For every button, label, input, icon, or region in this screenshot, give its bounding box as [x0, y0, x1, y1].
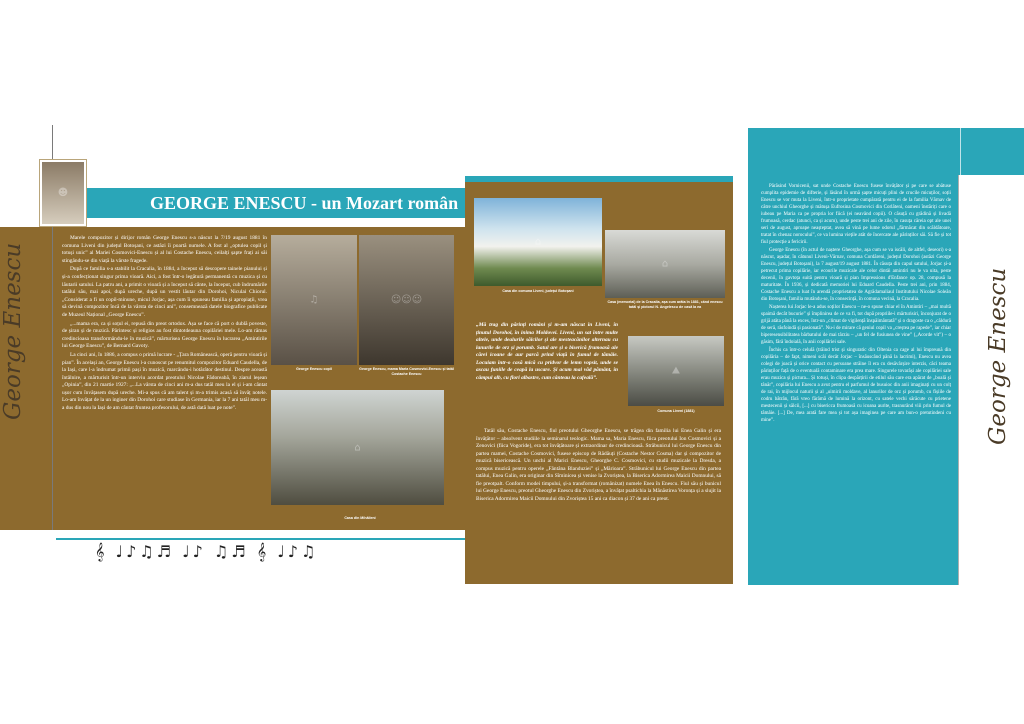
page-title: GEORGE ENESCU - un Mozart român — [150, 193, 459, 213]
caption-photo2: Casa (memorial) de la Cracalia, așa cum arăta în 1881, când enescu tatăl și pictorul N. Angelescu de casă la ea — [607, 300, 723, 309]
photo-enescu-child-violin: ♫ — [271, 235, 357, 365]
paragraph: Închis ca într-o celulă (trăind trist și singuratic din Oltenia ca cage al lui împreună din copilăria – de fapt, nimeni scâi decât Jorjac – însăuscând până la lacrimi), Enescu nu avea colegi de joacă și orice contact cu persoane străine îl era cu desăvârșire interzis, căci teama părinților față de o eventuală contaminare era prea mare. Singurele tovarăși ale copilăriei sale erau muzica și pictura... Și totuși, în clipa despărțirii de etilul său care era apărat de „boală și tânăr”, copilăria lui Enescu a avut pentru el parfumul de busuioc din anii imaginați cu un colț de rai, în mijlocul naturii și al „uimirii moldave, al lanurilor de orz și porumb, cu fișiile de codru bătrân, fără vreo fărâmă de lumină la orizont, cu satele vechi sărăcute cu prietene mestecenii și sălcii, [...] cu bisericca frumoasă cu icoana aurite, trasnurând viii prin fumul de tămâie. [...] De, mea arată fare mea și tot așa imaginea pe care am bun-o pretutindeni cu mine”. — [761, 348, 951, 423]
photo-house-liveni: ⌂ — [474, 198, 602, 286]
music-score-band — [56, 538, 466, 540]
panel2-body-text — [476, 428, 721, 578]
paragraph: „...mama era, ca și soțul ei, repusă din preot ortodox. Așa se face că port o dublă poveste, de șiran și de muzică. Părintesc și religios au fost dintotdeauna copilăriei mele. Lo-am rămas credincioasa transformându-le în muzică”, mărturisea George Enescu în lucrarea „Amintirile lui George Enescu”, de Bernard Gavoty. — [62, 320, 267, 350]
panel3-divider-line — [960, 128, 961, 175]
enescu-child-portrait: ☻ — [40, 160, 86, 226]
caption-photo3: Casa din Mihăileni — [344, 516, 376, 520]
caption-photo1: Casa din comuna Liveni, județul Botoșani — [502, 289, 574, 293]
paragraph: Părăsind Vornicenii, sat unde Costache Enescu fusese învățător și pe care se abătuse cumplita epidemie de difterie, și lăsând în urmă șapte micuți plini de crucile micuților, soții Enescu se vor muta la Liveni, într-o proprietate cumpărată pentru ei de la familia Vărnav de către unchiul Gheorghe și mătușa Eufrosina Cosmovici din Corlăteni, oameni înstăriți care o iubeau pe Maria ca pe propria lor fiică (ei neavând copii). O căsuță cu grădină și livadă frumoasă, cerdac (atunci, ca și acum), unde peste trei ani de zile, în casuța căreia opt ale unei seri de august, aproape neașteptat, avea să vină pe lume odorul „fărmăcat din scăldătoare, tratat în chenaz norocului”, ce va lumina viețile atât de încercate ale părinților săi. Să fie și tot fiul protecție a fericirii. — [761, 184, 951, 245]
caption-photo1: George Enescu copil — [296, 367, 332, 371]
paragraph: După ce familia s-a stabilit la Cracalia, în 1884, a început să descopere tainele pianului și și-a confecționat singur prima vioară. Aici, a fost într-o legătură permanentă cu muzica și cu lăutarii satului. La patru ani, a primit o vioară și a început să cânte, la început, cub îndrumările tatălui său, mai apoi, după ureche, după un vestit lăutar din Dorohoi, Niculai Chiorul. „Considerat a fi un copil-minune, micul Jorjac, așa cum îi spuneau familia și apropiații, vrea să devină compozitor încă de la vârsta de cinci ani”, consemnează datele biografice publicate de Muzeul Național „George Enescu”. — [62, 266, 267, 318]
panel2-top-band — [465, 176, 733, 182]
photo-house-mihaileni: ⌂ — [271, 390, 444, 505]
photo-enescu-family: ☺☺☺ — [359, 235, 454, 365]
paragraph: Tatăl său, Costache Enescu, fiul preotului Gheorghe Enescu, se trăgea din familia lui Enea Galin și era învățător – absolvent studiile la seminarul teologic. Mama sa, Maria Enescu, fiica preotului Ion Cosmovici și a Zenovici (fiica Vogoride), era tot învățătoare și extraordinar de credincioasă. Străbunicul lui George Enescu din partea mamei, Costache Cosmovici, fusese episcop de Rădăuți (Costache Nestor Cosma) dar și compozitor de muzică bisericească. Un unchi al Marici Enescu, Gheorghe C. Cosmovici, cu studii muzicale la Dresda, a compus muzică pentru operele „Fântâna Blanduziei” și „Mărioara”. Străbunicul lui George Enescu din partea tatălui, Enea Galin, era originar din Sîminicea și venise la Zvoriștea, la Biserica Adormirea Maicii Domnului, să fie preotpalt. Conform modei timpului, și-a transformat (românizat) numele Enea în Enescu. Fiul său și bunicul lui George Enescu, preotul Gheorghe Enescu din Zvoriștea, a învățat psaltichia la Mânăstirea Voronța și a slujit la Biserica Adormirea Maicii Domnului din Zvoriștea 15 ani ca diacon și 37 de ani ca preot. — [476, 428, 721, 502]
photo-liveni-village: ⛰ — [628, 336, 724, 406]
photo-memorial-house-cracalia: ⌂ — [605, 230, 725, 298]
paragraph: George Enescu (în actul de naștere Gheorghe, așa cum se va iscăli, de altfel, deseori) s-a născut, așadar, în cătunul Liveni-Vărnav, comuna Cordăreni, județul Dorohoi (astăzi George Enescu, județul Botoșani), la 7 august/19 august 1881. În căsuța din capul satului, Jorjac și-a petrecut prima copilărie, iar ecourile muzicale ale celor dintâi amintiri nu le va uita, peste decenii, în gavtoța suită pentru vioară și pian Impressions d'Enfance op. 28, compusă la maturitate. În 1936, și dedicată memoriei lui Eduard Caudella. Peste trei ani, prin 1884, Costache Enescu a luat în arendă proprietatea de Agrădamaliaul Institutului Nicolae Soleăn din Botoșani, familia mutându-se, în consecință, în comuna vecină, la Cracalia. — [761, 248, 951, 302]
signature: George Enescu — [0, 242, 26, 420]
panel3-body-text — [761, 183, 951, 577]
quote-block: „Mă trag din părinți români și m-am născut în Liveni, în ținutul Dorohoi, în inima Moldovei. Liveni, un sat între multe altele, unde dealurile sălcilor și ale mesteacănilor alternau cu lanurile de orz și porumb. Satul are și o biserică frumoasă ale cărei icoane de aur parcă prind viață în fumul de tămâie. Locuiam într-o casă mică cu pridvor de lemn vopsit, unde se ascau funiile de ceapă la uscare. Și acum mai văd pământ, în câmpul alb, cu flori albastre, cum cânteau la cafeală”. — [476, 322, 618, 381]
panel3-top-band — [748, 128, 1024, 175]
caption-photo2: George Enescu, mama Maria Cosmovici-Enescu și tatăl Costache Enescu — [359, 367, 454, 376]
music-notation-icon: 𝄞 ♩♪♫♬ ♩♪ ♫♬ 𝄞 ♩♪♫ — [95, 542, 319, 561]
paragraph: La cinci ani, în 1886, a compus o primă lucrare - „Țara Românească, operă pentru vioară și pian”. În același an, George Enescu l-a cunoscut pe renumitul compozitor Eduard Caudella, de la Iași, care l-a îndrumat primii pași în muzică, marcându-i hotărâtor destinul. Despre această întâlnire, a mărturisit într-un interviu acordat preotului Nicolae Fădoreabă, în ziarul leșean „Opinia”, din 21 martie 1927: „...La vârsta de cinci ani m-a dus tatăl meu la el și i-am cântat ușor cum învățasem după ureche. Mi-a spus că am talent și m-a trimis acasă să învăț notele. Lo-am învățat de la un inginer din Dorohoi care studiase în Germania, iar la 7 ani tatăl meu m-a dus din nou la Iași de am cântat fruntea profesorului, de astă dată luat pe note”. — [62, 351, 267, 412]
panel1-body-text — [62, 235, 267, 525]
signature: George Enescu — [985, 267, 1011, 445]
caption-photo3: Comuna Liveni (1881) — [657, 409, 695, 413]
panel3-edge-line — [958, 175, 959, 585]
paragraph: Marele compozitor și dirijor român George Enescu s-a născut la 7/19 august 1881 în comuna Liveni din județul Botoșani, ce astăzi îi poartă numele. A fost al „optulea copil și totuși unic” al Mariei Cosmovici-Enescu și al lui Costache Enescu, ceilalți șapte frați ai săi stingându-se din viață la vârste fragede. — [62, 235, 267, 264]
paragraph: Nașterea lui Jorjac le-a adus soților Enescu – ne-o spune chiar el în Amintiri – „mai multă spaimă decât bucurie” și împlinirea de ce va fi, tot după propriile-i mărturisiri, înconjurat de o grijă atâta până la exces, într-un „climat de vigilență înspăimântată” și o dragoste ca o „căldură de seră, răsfoindă și pasionată”. Nu-i de mirare că geniul copil va „creștea pe rapede”, iar chiar biperesensibilitatea bărbatului de mai târziu – „un fel de fusiunea de vine” („Acorde vit”) – o găsim, fără îndoială, în anii copilăriei sale. — [761, 305, 951, 345]
